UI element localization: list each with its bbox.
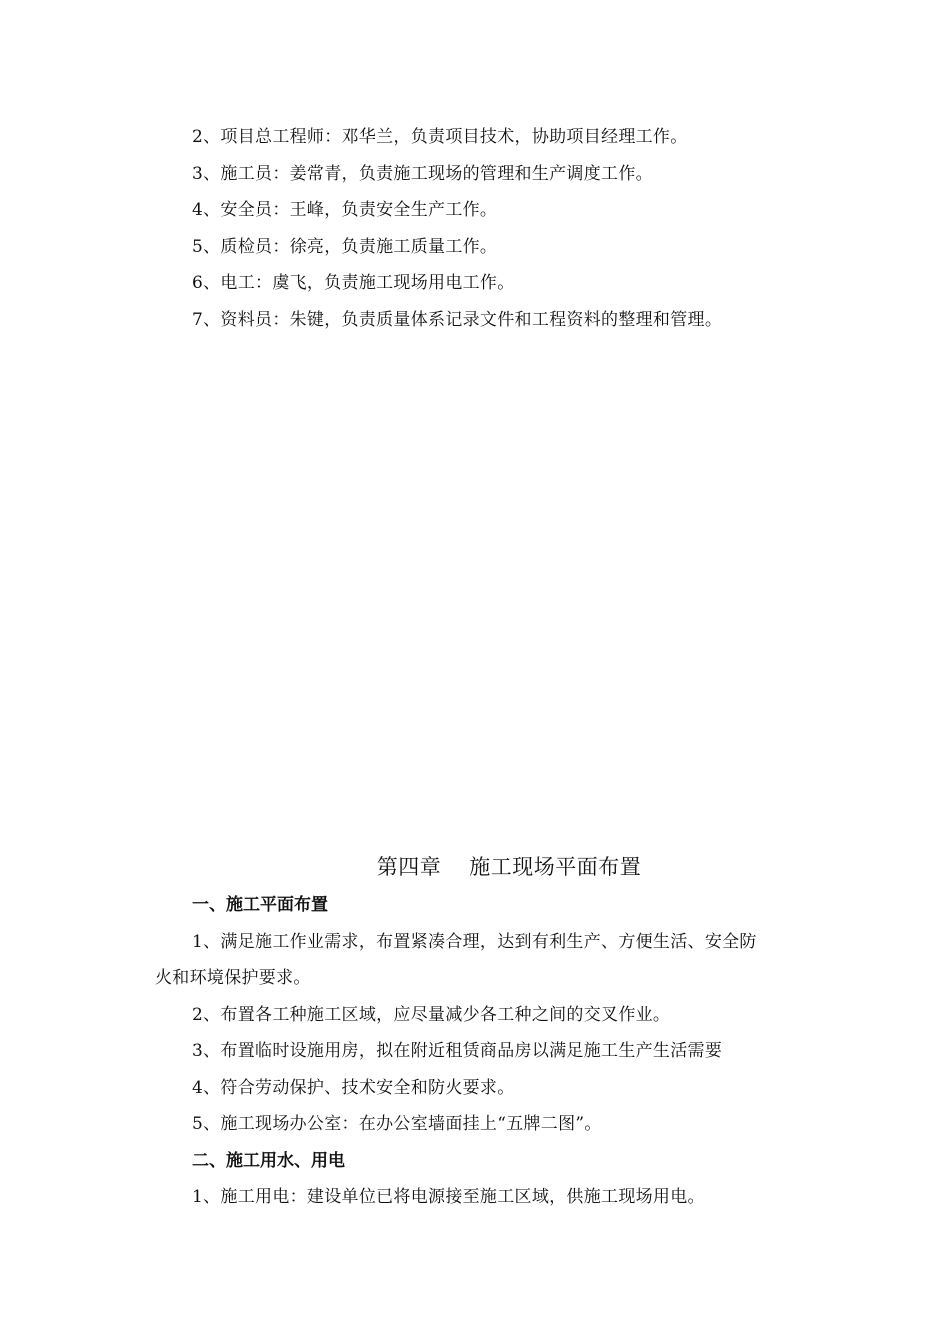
layout-item-4: 4、符合劳动保护、技术安全和防火要求。 — [192, 1078, 515, 1098]
layout-item-1-continued: 火和环境保护要求。 — [155, 968, 311, 988]
staff-item-safety-officer: 4、安全员：王峰，负责安全生产工作。 — [192, 200, 498, 220]
staff-item-chief-engineer: 2、项目总工程师：邓华兰，负责项目技术，协助项目经理工作。 — [192, 127, 688, 147]
chapter-title — [0, 852, 950, 882]
chapter-number: 第四章 — [376, 855, 442, 879]
layout-item-5: 5、施工现场办公室：在办公室墙面挂上“五牌二图”。 — [192, 1114, 602, 1134]
staff-item-electrician: 6、电工：虞飞，负责施工现场用电工作。 — [192, 273, 515, 293]
water-power-item-1: 1、施工用电：建设单位已将电源接至施工区域，供施工现场用电。 — [192, 1187, 705, 1207]
chapter-name: 施工现场平面布置 — [469, 855, 642, 879]
section-heading-layout: 一、施工平面布置 — [192, 895, 328, 915]
layout-item-3: 3、布置临时设施用房，拟在附近租赁商品房以满足施工生产生活需要 — [192, 1041, 723, 1061]
layout-item-2: 2、布置各工种施工区域，应尽量减少各工种之间的交叉作业。 — [192, 1005, 671, 1025]
staff-item-quality-inspector: 5、质检员：徐亮，负责施工质量工作。 — [192, 237, 498, 257]
staff-item-documentation-officer: 7、资料员：朱键，负责质量体系记录文件和工程资料的整理和管理。 — [192, 310, 723, 330]
section-heading-water-power: 二、施工用水、用电 — [192, 1151, 345, 1171]
staff-item-construction-worker: 3、施工员：姜常青，负责施工现场的管理和生产调度工作。 — [192, 164, 653, 184]
layout-item-1: 1、满足施工作业需求，布置紧凑合理，达到有利生产、方便生活、安全防 — [192, 932, 757, 952]
